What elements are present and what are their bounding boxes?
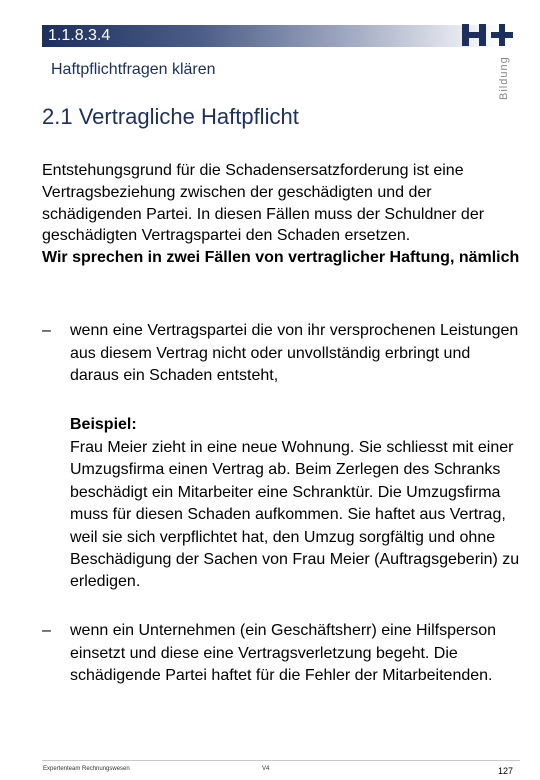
- intro-paragraph: [42, 160, 520, 269]
- example-text: Frau Meier zieht in eine neue Wohnung. Sie schliesst mit einer Umzugsfirma einen Vertrag ab. Beim Zerlegen des Schranks beschädigt ein Mitarbeiter eine Schranktür. Die Umzugsfirma muss für diesen Schaden aufkommen. Sie haftet aus Vertrag, weil sie sich verpflichtet hat, den Umzug sorgfältig und ohne Beschädigung der Sachen von Frau Meier (Auftragsgeberin) zu erledigen.: [70, 439, 520, 591]
- footer-author: Expertenteam Rechnungswesen: [43, 766, 130, 772]
- case-item-2: [42, 620, 520, 688]
- svg-text:Bildung: Bildung: [498, 56, 510, 100]
- dash-bullet: –: [42, 322, 51, 339]
- section-bar: [42, 25, 500, 47]
- case-text: wenn eine Vertragspartei die von ihr versprochenen Leistungen aus diesem Vertrag nicht oder unvollständig erbringt und daraus ein Schaden entsteht,: [70, 322, 519, 384]
- page-title: 2.1 Vertragliche Haftpflicht: [42, 104, 299, 129]
- chapter-subtitle: Haftpflichtfragen klären: [51, 61, 216, 78]
- example-heading: Beispiel:: [70, 416, 137, 433]
- footer-divider: [42, 760, 520, 761]
- page-number: 127: [498, 766, 514, 776]
- h-plus-logo: [457, 20, 519, 105]
- intro-bold-text: Wir sprechen in zwei Fällen von vertraglicher Haftung, nämlich: [42, 249, 520, 267]
- dash-bullet: –: [42, 622, 51, 639]
- section-number: 1.1.8.3.4: [48, 27, 111, 44]
- case-text: wenn ein Unternehmen (ein Geschäftsherr) eine Hilfsperson einsetzt und diese eine Vertragsverletzung begeht. Die schädigende Partei haftet für die Fehler der Mitarbeitenden.: [70, 622, 496, 684]
- intro-text: Entstehungsgrund für die Schadensersatzforderung ist eine Vertragsbeziehung zwischen der geschädigten und der schädigenden Partei. In diesen Fällen muss der Schuldner der geschädigten Vertragspartei den Schaden ersetzen.: [42, 162, 485, 245]
- footer-version: V4: [262, 766, 270, 772]
- case-item-1: [42, 320, 520, 388]
